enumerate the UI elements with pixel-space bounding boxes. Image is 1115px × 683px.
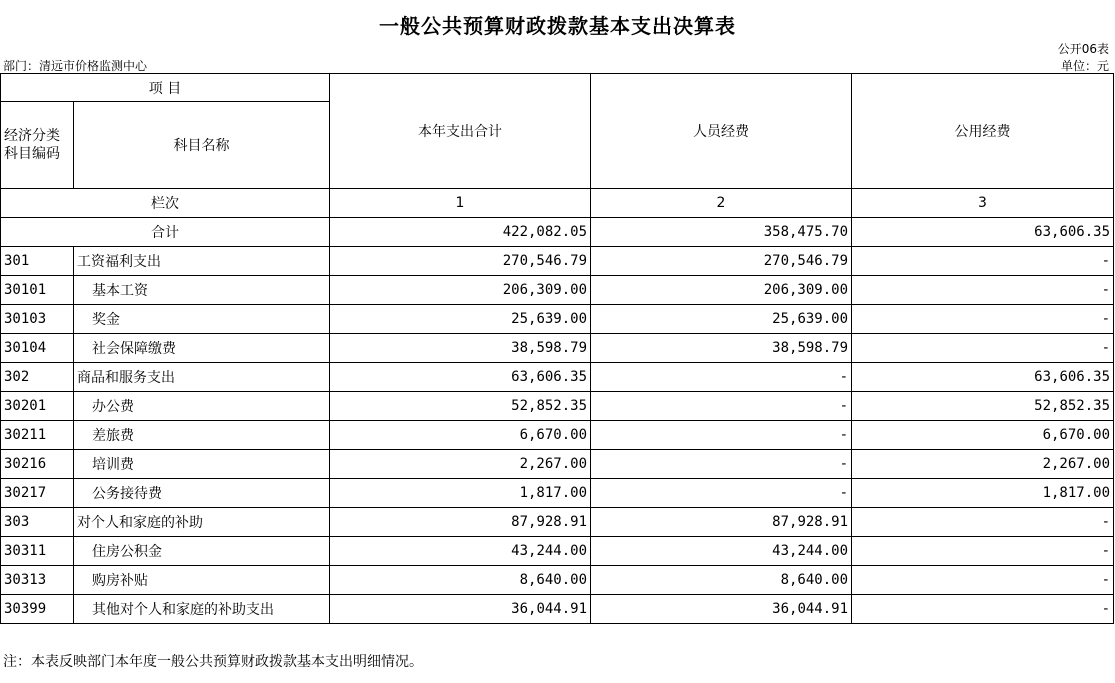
row-value-3: 1,817.00 (852, 479, 1114, 508)
table-row (1, 334, 1114, 363)
row-name: 奖金 (74, 305, 330, 334)
table-row (1, 566, 1114, 595)
table-row (1, 276, 1114, 305)
header-item: 项 目 (1, 74, 330, 102)
row-code: 30104 (1, 334, 74, 363)
row-value-2: 270,546.79 (591, 247, 852, 276)
row-value-1: 6,670.00 (330, 421, 591, 450)
row-name: 商品和服务支出 (74, 363, 330, 392)
row-name: 公务接待费 (74, 479, 330, 508)
row-value-1: 36,044.91 (330, 595, 591, 624)
row-value-2: - (591, 363, 852, 392)
row-value-3: - (852, 595, 1114, 624)
row-value-1: 43,244.00 (330, 537, 591, 566)
row-value-2: - (591, 479, 852, 508)
form-number: 公开06表 (1057, 42, 1109, 56)
row-value-3: - (852, 508, 1114, 537)
row-value-3: - (852, 537, 1114, 566)
table-row (1, 392, 1114, 421)
report-title: 一般公共预算财政拨款基本支出决算表 (379, 14, 736, 38)
table-row (1, 508, 1114, 537)
row-name: 购房补贴 (74, 566, 330, 595)
row-value-1: 63,606.35 (330, 363, 591, 392)
row-name: 社会保障缴费 (74, 334, 330, 363)
row-value-1: 2,267.00 (330, 450, 591, 479)
row-value-2: - (591, 421, 852, 450)
header-name: 科目名称 (74, 102, 330, 189)
row-value-2: 206,309.00 (591, 276, 852, 305)
table-row (1, 305, 1114, 334)
expenditure-table (0, 73, 1114, 624)
row-value-3: 6,670.00 (852, 421, 1114, 450)
column-index-label: 栏次 (1, 189, 330, 218)
row-value-2: - (591, 392, 852, 421)
row-value-1: 38,598.79 (330, 334, 591, 363)
unit-label: 单位：元 (1060, 59, 1109, 73)
row-value-1: 1,817.00 (330, 479, 591, 508)
column-index-2: 2 (591, 189, 852, 218)
header-public-expense: 公用经费 (852, 74, 1114, 189)
row-code: 30211 (1, 421, 74, 450)
total-value-2: 358,475.70 (591, 218, 852, 247)
row-name: 培训费 (74, 450, 330, 479)
department-label: 部门：清远市价格监测中心 (3, 59, 148, 73)
header-personnel-expense: 人员经费 (591, 74, 852, 189)
table-row (1, 595, 1114, 624)
row-value-3: 63,606.35 (852, 363, 1114, 392)
header-code: 经济分类科目编码 (1, 102, 74, 189)
row-name: 对个人和家庭的补助 (74, 508, 330, 537)
table-row (1, 363, 1114, 392)
row-value-3: - (852, 247, 1114, 276)
table-row (1, 421, 1114, 450)
row-code: 30399 (1, 595, 74, 624)
table-row (1, 247, 1114, 276)
row-value-1: 270,546.79 (330, 247, 591, 276)
row-value-3: 52,852.35 (852, 392, 1114, 421)
row-value-1: 52,852.35 (330, 392, 591, 421)
row-value-3: - (852, 276, 1114, 305)
column-index-3: 3 (852, 189, 1114, 218)
row-code: 30311 (1, 537, 74, 566)
row-value-3: - (852, 305, 1114, 334)
row-code: 30217 (1, 479, 74, 508)
row-code: 30216 (1, 450, 74, 479)
table-note: 注：本表反映部门本年度一般公共预算财政拨款基本支出明细情况。 (3, 654, 423, 670)
total-label: 合计 (1, 218, 330, 247)
total-value-1: 422,082.05 (330, 218, 591, 247)
row-value-3: - (852, 566, 1114, 595)
row-value-3: 2,267.00 (852, 450, 1114, 479)
row-name: 基本工资 (74, 276, 330, 305)
row-value-2: 43,244.00 (591, 537, 852, 566)
row-value-2: - (591, 450, 852, 479)
row-value-1: 206,309.00 (330, 276, 591, 305)
row-value-1: 87,928.91 (330, 508, 591, 537)
row-value-2: 25,639.00 (591, 305, 852, 334)
row-value-1: 25,639.00 (330, 305, 591, 334)
row-value-2: 87,928.91 (591, 508, 852, 537)
header-total-expenditure: 本年支出合计 (330, 74, 591, 189)
table-row (1, 450, 1114, 479)
row-name: 工资福利支出 (74, 247, 330, 276)
row-value-2: 8,640.00 (591, 566, 852, 595)
row-name: 办公费 (74, 392, 330, 421)
row-name: 差旅费 (74, 421, 330, 450)
row-value-1: 8,640.00 (330, 566, 591, 595)
row-value-2: 38,598.79 (591, 334, 852, 363)
row-name: 其他对个人和家庭的补助支出 (74, 595, 330, 624)
row-code: 30101 (1, 276, 74, 305)
total-value-3: 63,606.35 (852, 218, 1114, 247)
total-row (1, 218, 1114, 247)
row-code: 303 (1, 508, 74, 537)
row-code: 302 (1, 363, 74, 392)
table-row (1, 537, 1114, 566)
row-value-2: 36,044.91 (591, 595, 852, 624)
row-code: 30103 (1, 305, 74, 334)
row-name: 住房公积金 (74, 537, 330, 566)
row-value-3: - (852, 334, 1114, 363)
column-index-1: 1 (330, 189, 591, 218)
row-code: 301 (1, 247, 74, 276)
row-code: 30201 (1, 392, 74, 421)
table-row (1, 479, 1114, 508)
row-code: 30313 (1, 566, 74, 595)
